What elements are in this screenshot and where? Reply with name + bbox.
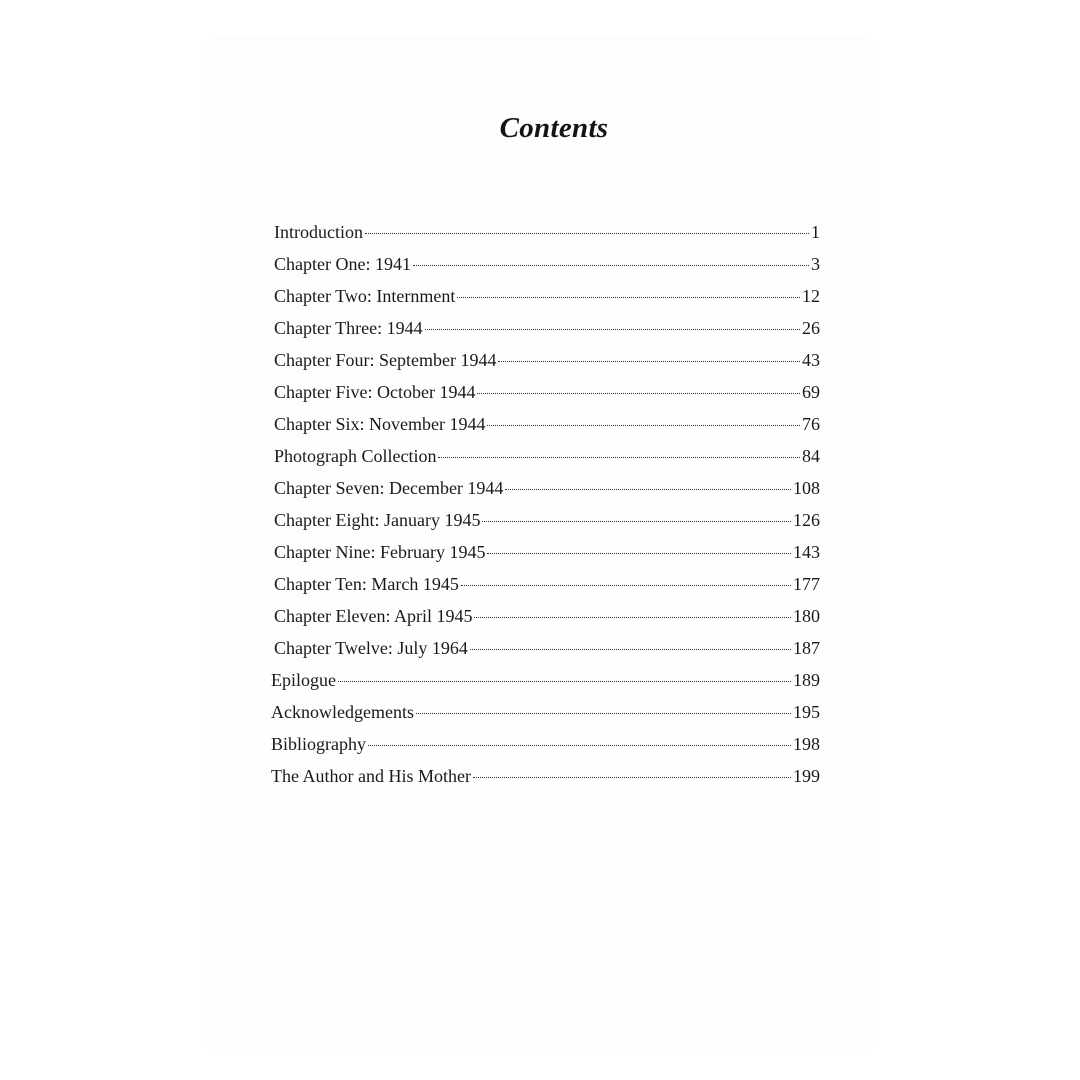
toc-entry-page: 177	[793, 574, 820, 594]
dot-leader	[461, 585, 791, 586]
toc-entry-label: Chapter Two: Internment	[274, 286, 456, 306]
toc-entry	[274, 376, 820, 408]
page-title: Contents	[499, 112, 609, 144]
toc-entry	[274, 504, 820, 536]
dot-leader	[498, 361, 800, 362]
dot-leader	[482, 521, 791, 522]
toc-entry	[274, 536, 820, 568]
toc-entry	[274, 280, 820, 312]
toc-entry	[271, 728, 820, 760]
toc-entry-label: Photograph Collection	[274, 446, 437, 466]
dot-leader	[413, 265, 809, 266]
dot-leader	[505, 489, 791, 490]
toc-entry-label: Chapter Three: 1944	[274, 318, 423, 338]
toc-entry-page: 84	[802, 446, 820, 466]
toc-entry	[274, 440, 820, 472]
toc-entry-label: Chapter Twelve: July 1964	[274, 638, 468, 658]
toc-entry-page: 1	[811, 222, 820, 242]
dot-leader	[477, 393, 800, 394]
table-of-contents	[271, 216, 820, 792]
toc-entry-page: 126	[793, 510, 820, 530]
toc-entry-page: 108	[793, 478, 820, 498]
toc-entry	[274, 632, 820, 664]
toc-entry-label: Chapter Six: November 1944	[274, 414, 486, 434]
toc-entry-page: 69	[802, 382, 820, 402]
dot-leader	[487, 425, 800, 426]
toc-entry-page: 195	[793, 702, 820, 722]
toc-entry-page: 76	[802, 414, 820, 434]
toc-entry-label: Chapter Five: October 1944	[274, 382, 476, 402]
dot-leader	[473, 777, 791, 778]
toc-entry	[271, 664, 820, 696]
toc-entry	[274, 472, 820, 504]
toc-entry	[274, 312, 820, 344]
toc-entry-page: 26	[802, 318, 820, 338]
toc-entry-page: 180	[793, 606, 820, 626]
toc-entry	[274, 344, 820, 376]
dot-leader	[438, 457, 800, 458]
toc-entry-page: 43	[802, 350, 820, 370]
toc-entry-label: Chapter Ten: March 1945	[274, 574, 459, 594]
dot-leader	[368, 745, 791, 746]
toc-entry-page: 199	[793, 766, 820, 786]
dot-leader	[338, 681, 791, 682]
toc-entry-label: The Author and His Mother	[271, 766, 471, 786]
toc-entry-label: Introduction	[274, 222, 363, 242]
toc-entry-label: Chapter One: 1941	[274, 254, 411, 274]
dot-leader	[425, 329, 800, 330]
dot-leader	[457, 297, 800, 298]
toc-entry	[271, 696, 820, 728]
dot-leader	[470, 649, 791, 650]
toc-entry-label: Bibliography	[271, 734, 366, 754]
toc-entry-page: 198	[793, 734, 820, 754]
toc-entry	[271, 760, 820, 792]
toc-entry	[274, 216, 820, 248]
toc-entry-label: Chapter Eight: January 1945	[274, 510, 481, 530]
dot-leader	[416, 713, 791, 714]
toc-entry-page: 187	[793, 638, 820, 658]
toc-entry-page: 3	[811, 254, 820, 274]
dot-leader	[365, 233, 809, 234]
toc-entry-label: Acknowledgements	[271, 702, 414, 722]
toc-entry-label: Epilogue	[271, 670, 336, 690]
toc-entry	[274, 408, 820, 440]
toc-entry-label: Chapter Four: September 1944	[274, 350, 497, 370]
toc-entry	[274, 600, 820, 632]
toc-entry	[274, 248, 820, 280]
toc-entry-page: 143	[793, 542, 820, 562]
toc-entry-label: Chapter Nine: February 1945	[274, 542, 486, 562]
dot-leader	[474, 617, 791, 618]
toc-entry-page: 189	[793, 670, 820, 690]
toc-entry-label: Chapter Eleven: April 1945	[274, 606, 473, 626]
toc-entry-page: 12	[802, 286, 820, 306]
dot-leader	[487, 553, 791, 554]
toc-entry-label: Chapter Seven: December 1944	[274, 478, 504, 498]
toc-entry	[274, 568, 820, 600]
